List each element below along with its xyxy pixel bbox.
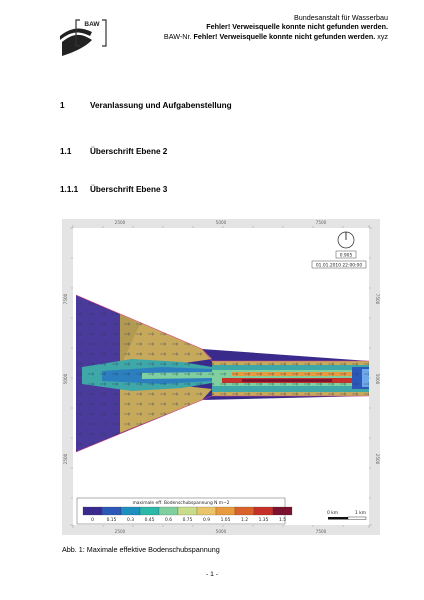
scale-label-start: 0 km (327, 511, 339, 516)
baw-logo (58, 12, 114, 58)
north-arrow-icon (338, 232, 354, 248)
legend-color-swatch (235, 507, 254, 515)
left-tick-label: 7500 (63, 293, 68, 305)
legend-color-swatch (216, 507, 235, 515)
legend-color-swatch (254, 507, 273, 515)
legend-color-swatch (140, 507, 159, 515)
legend-tick-label: 0 (91, 518, 94, 523)
legend-tick-label: 0.9 (203, 518, 210, 523)
legend-color-swatch (159, 507, 178, 515)
heading-level-2: 1.1 Überschrift Ebene 2 (60, 147, 168, 156)
legend-color-swatch (121, 507, 140, 515)
legend-color-swatch (273, 507, 292, 515)
bottom-tick-label: 2500 (114, 529, 126, 534)
scale-label-end: 1 km (355, 511, 367, 516)
legend-tick-label: 0.75 (182, 518, 193, 523)
top-tick-label: 2500 (114, 220, 126, 225)
shear-stress-map-figure (62, 219, 380, 535)
legend-color-swatch (102, 507, 121, 515)
timestamp-label: 01.01.2010 22:00:00 (315, 263, 363, 269)
left-tick-label: 2500 (63, 453, 68, 465)
heading-level-1: 1 Veranlassung und Aufgabenstellung (60, 101, 232, 110)
legend-tick-label: 0.3 (127, 518, 134, 523)
bottom-tick-label: 5000 (215, 529, 227, 534)
legend-title: maximale eff. Bodenschubspannung N m−2 (132, 501, 230, 506)
header-reference-error: Fehler! Verweisquelle konnte nicht gefunden werden. (206, 22, 388, 32)
legend-color-swatch (197, 507, 216, 515)
heading-level-3: 1.1.1 Überschrift Ebene 3 (60, 185, 168, 194)
legend-tick-label: 0.6 (165, 518, 172, 523)
page-number: - 1 - (205, 571, 219, 578)
legend-tick-label: 1.35 (258, 518, 269, 523)
top-tick-label: 7500 (315, 220, 327, 225)
top-tick-label: 5000 (215, 220, 227, 225)
legend-tick-label: 0.45 (144, 518, 155, 523)
figure-caption: Abb. 1: Maximale effektive Bodenschubspannung (62, 545, 220, 554)
logo-text: BAW (84, 21, 100, 28)
right-tick-label: 2500 (375, 453, 380, 465)
legend-color-swatch (83, 507, 102, 515)
legend-tick-label: 1.2 (241, 518, 248, 523)
header-baw-number: BAW-Nr. Fehler! Verweisquelle konnte nicht gefunden werden. xyz (163, 31, 388, 41)
document-header (164, 13, 388, 41)
left-tick-label: 5000 (63, 373, 68, 385)
header-organization: Bundesanstalt für Wasserbau (293, 13, 388, 22)
legend-color-swatch (178, 507, 197, 515)
info-box-value: 0.905 (339, 253, 353, 259)
right-tick-label: 7500 (375, 293, 380, 305)
bottom-tick-label: 7500 (315, 529, 327, 534)
color-legend (77, 498, 292, 524)
legend-tick-label: 0.15 (106, 518, 117, 523)
legend-tick-label: 1.05 (220, 518, 231, 523)
legend-tick-label: 1.5 (279, 518, 286, 523)
right-tick-label: 5000 (375, 373, 380, 385)
